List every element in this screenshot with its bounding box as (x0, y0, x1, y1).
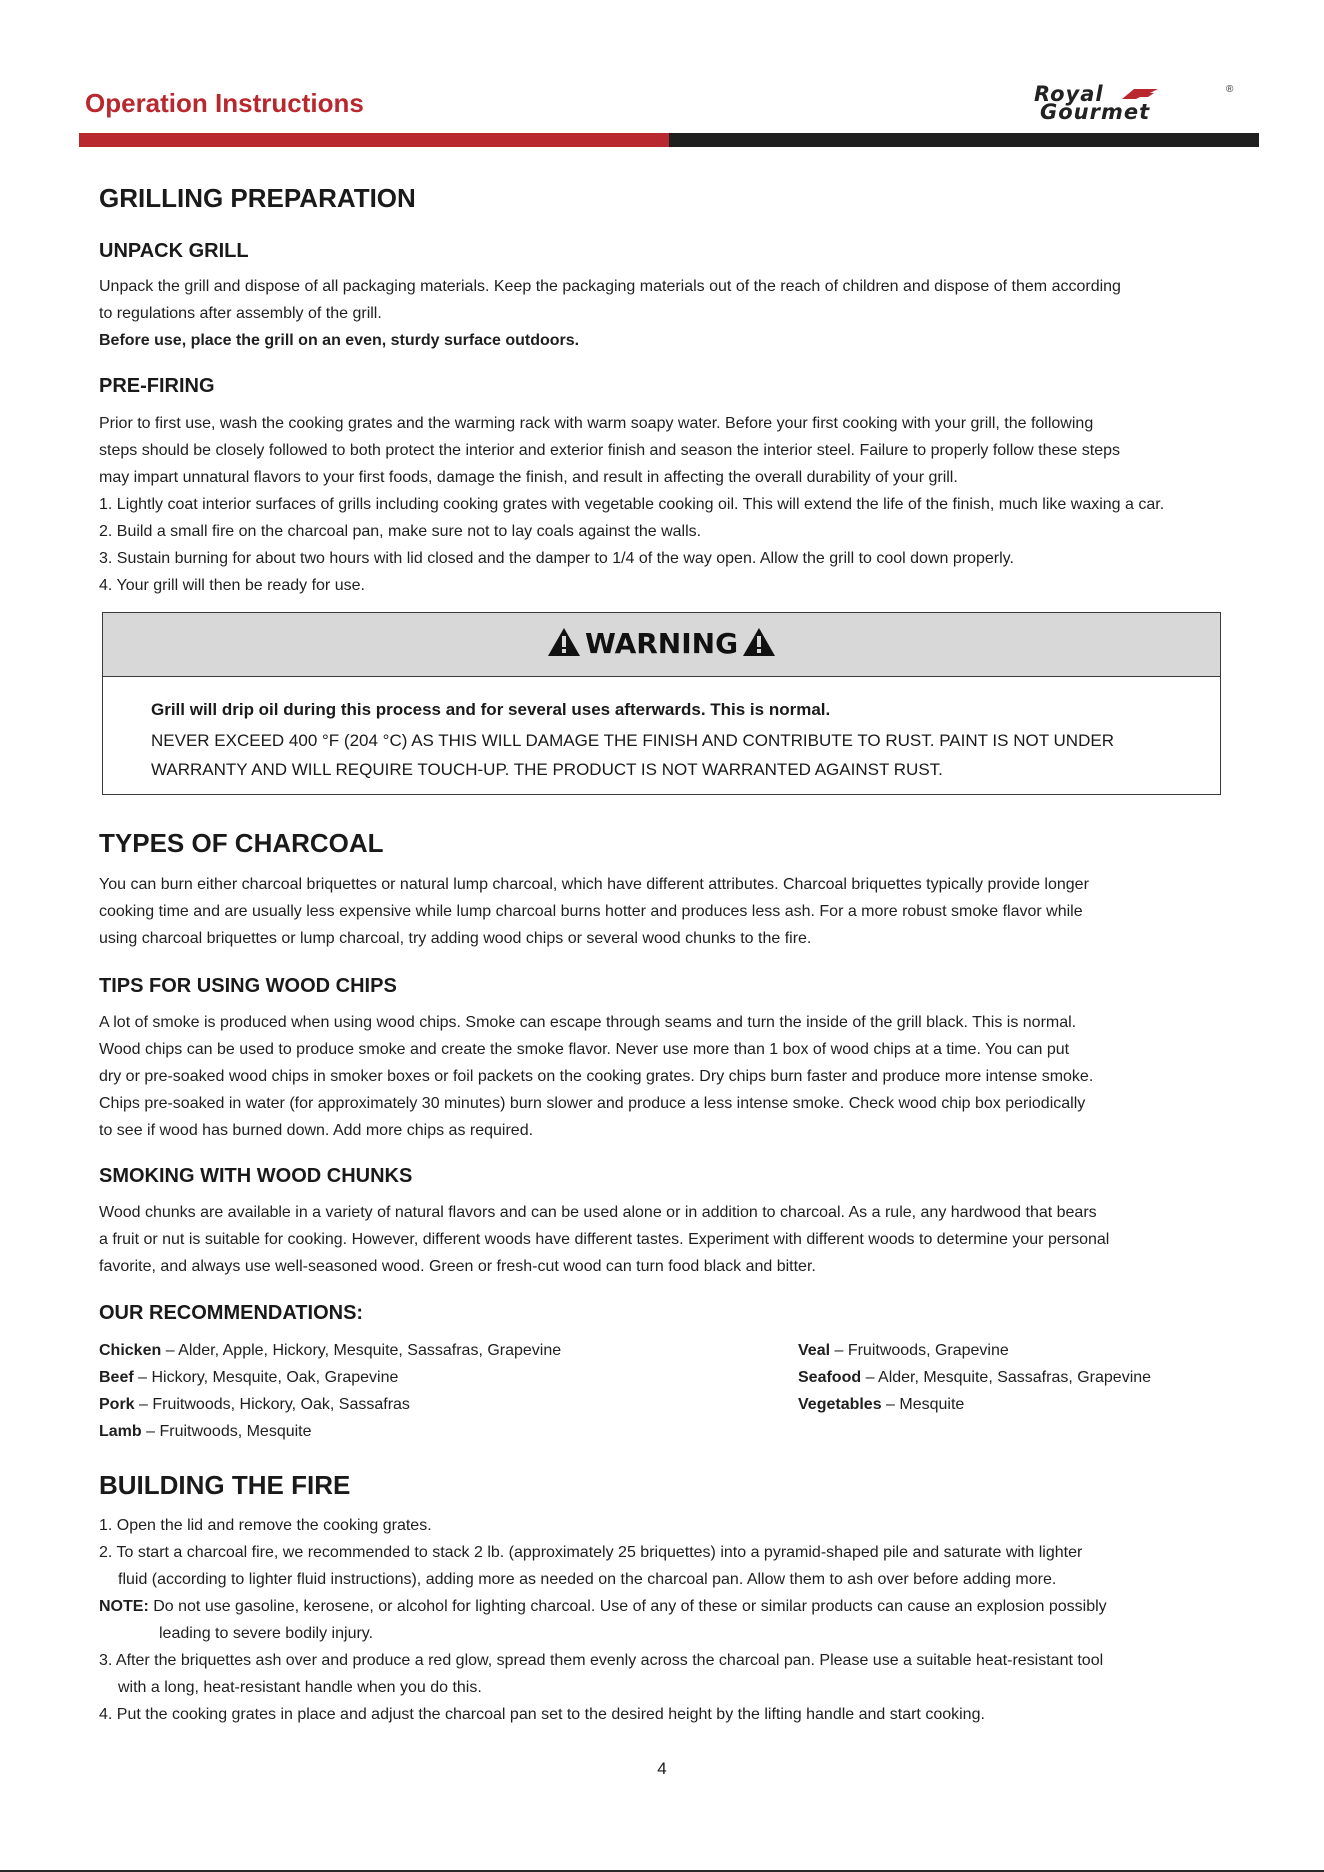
header-bar-black (669, 133, 1259, 147)
warning-caps-line: WARRANTY AND WILL REQUIRE TOUCH-UP. THE PRODUCT IS NOT WARRANTED AGAINST RUST. (151, 760, 943, 779)
wood-list: – Fruitwoods, Grapevine (830, 1342, 1009, 1359)
warning-box (102, 612, 1221, 795)
logo-text-royal: Royal (1034, 82, 1104, 106)
brand-logo (1030, 82, 1234, 124)
subsection-title-unpack-grill: UNPACK GRILL (99, 240, 249, 262)
wood-list: – Hickory, Mesquite, Oak, Grapevine (133, 1369, 399, 1386)
fire-step: 1. Open the lid and remove the cooking grates. (99, 1517, 432, 1534)
fire-note-continued: leading to severe bodily injury. (159, 1625, 374, 1642)
fire-step: 3. After the briquettes ash over and produce a red glow, spread them evenly across the charcoal pan. Please use a suitable heat-resistant tool (99, 1652, 1104, 1669)
logo-flame-icon (1120, 87, 1160, 101)
page-header-title: Operation Instructions (85, 88, 364, 118)
note-label: NOTE: (99, 1598, 149, 1615)
pre-firing-step: 4. Your grill will then be ready for use. (99, 577, 365, 594)
wood-list: – Alder, Mesquite, Sassafras, Grapevine (861, 1369, 1152, 1386)
wood-list: – Alder, Apple, Hickory, Mesquite, Sassafras, Grapevine (161, 1342, 562, 1359)
text-line: favorite, and always use well-seasoned wood. Green or fresh-cut wood can turn food black and bitter. (99, 1258, 816, 1275)
wood-list: – Fruitwoods, Mesquite (141, 1423, 312, 1440)
recommendations-right-column (798, 1337, 1151, 1418)
wood-list: – Fruitwoods, Hickory, Oak, Sassafras (134, 1396, 410, 1413)
fire-step: 4. Put the cooking grates in place and adjust the charcoal pan set to the desired height by the lifting handle and start cooking. (99, 1706, 985, 1723)
fire-step-continued: fluid (according to lighter fluid instructions), adding more as needed on the charcoal pan. Allow them to ash over before adding more. (118, 1571, 1057, 1588)
fire-step: 2. To start a charcoal fire, we recommended to stack 2 lb. (approximately 25 briquettes) into a pyramid-shaped pile and saturate with lighter (99, 1544, 1083, 1561)
section-title-types-of-charcoal: TYPES OF CHARCOAL (99, 828, 384, 858)
logo-text-gourmet: Gourmet (1040, 100, 1151, 124)
pre-firing-step: 2. Build a small fire on the charcoal pan, make sure not to lay coals against the walls. (99, 523, 702, 540)
food-name: Chicken (99, 1342, 162, 1359)
text-line: to regulations after assembly of the grill. (99, 305, 382, 322)
warning-header-band (103, 613, 1220, 677)
text-line: A lot of smoke is produced when using wood chips. Smoke can escape through seams and turn the inside of the grill black. This is normal. (99, 1014, 1077, 1031)
warning-triangle-icon (547, 627, 581, 657)
recommendation-item (99, 1364, 561, 1391)
food-name: Lamb (99, 1423, 142, 1440)
unpack-paragraph (99, 273, 1239, 354)
warning-triangle-icon (742, 627, 776, 657)
food-name: Veal (798, 1342, 831, 1359)
pre-firing-step: 1. Lightly coat interior surfaces of grills including cooking grates with vegetable cooking oil. This will extend the life of the finish, much like waxing a car. (99, 496, 1165, 513)
fire-step-continued: with a long, heat-resistant handle when you do this. (118, 1679, 482, 1696)
warning-body (151, 695, 1201, 784)
food-name: Vegetables (798, 1396, 882, 1413)
recommendations-left-column (99, 1337, 561, 1445)
text-line: may impart unnatural flavors to your first foods, damage the finish, and result in affecting the overall durability of your grill. (99, 469, 958, 486)
registered-mark: ® (1226, 84, 1234, 95)
warning-title-row (103, 627, 1220, 660)
wood-chunks-paragraph (99, 1199, 1239, 1280)
recommendation-item (99, 1337, 561, 1364)
text-line: to see if wood has burned down. Add more chips as required. (99, 1122, 534, 1139)
warning-bold-line: Grill will drip oil during this process and for several uses afterwards. This is normal. (151, 700, 831, 719)
text-line: steps should be closely followed to both protect the interior and exterior finish and season the interior steel. Failure to properly follow these steps (99, 442, 1121, 459)
subsection-title-pre-firing: PRE-FIRING (99, 375, 215, 397)
header-bar-red (79, 133, 669, 147)
page-number: 4 (657, 1759, 667, 1778)
wood-chips-paragraph (99, 1009, 1239, 1144)
warning-caps-line: NEVER EXCEED 400 °F (204 °C) AS THIS WILL DAMAGE THE FINISH AND CONTRIBUTE TO RUST. PAINT IS NOT UNDER (151, 731, 1114, 750)
recommendation-item (798, 1391, 1151, 1418)
recommendation-item (99, 1418, 561, 1445)
warning-title: WARNING (584, 627, 739, 660)
text-line: Chips pre-soaked in water (for approximately 30 minutes) burn slower and produce a less intense smoke. Check wood chip box periodically (99, 1095, 1086, 1112)
text-line: a fruit or nut is suitable for cooking. However, different woods have different tastes. Experiment with different woods to determine your personal (99, 1231, 1110, 1248)
text-line: dry or pre-soaked wood chips in smoker boxes or foil packets on the cooking grates. Dry chips burn faster and produce more intense smoke. (99, 1068, 1094, 1085)
pre-firing-paragraph (99, 410, 1239, 599)
section-title-grilling-preparation: GRILLING PREPARATION (99, 183, 416, 213)
wood-list: – Mesquite (881, 1396, 965, 1413)
food-name: Pork (99, 1396, 135, 1413)
text-line: Wood chunks are available in a variety of natural flavors and can be used alone or in addition to charcoal. As a rule, any hardwood that bears (99, 1204, 1097, 1221)
food-name: Seafood (798, 1369, 862, 1386)
section-title-building-the-fire: BUILDING THE FIRE (99, 1470, 351, 1500)
note-text: Do not use gasoline, kerosene, or alcohol for lighting charcoal. Use of any of these or similar products can cause an explosion possibly (148, 1598, 1107, 1615)
text-line: You can burn either charcoal briquettes or natural lump charcoal, which have different attributes. Charcoal briquettes typically provide longer (99, 876, 1089, 893)
recommendation-item (99, 1391, 561, 1418)
food-name: Beef (99, 1369, 134, 1386)
subsection-title-wood-chunks: SMOKING WITH WOOD CHUNKS (99, 1165, 413, 1187)
text-line: Prior to first use, wash the cooking grates and the warming rack with warm soapy water. Before your first cooking with your grill, the following (99, 415, 1094, 432)
subsection-title-wood-chips: TIPS FOR USING WOOD CHIPS (99, 975, 397, 997)
recommendation-item (798, 1364, 1151, 1391)
text-line: cooking time and are usually less expensive while lump charcoal burns hotter and produces less ash. For a more robust smoke flavor while (99, 903, 1083, 920)
subsection-title-recommendations: OUR RECOMMENDATIONS: (99, 1302, 364, 1324)
text-line: Unpack the grill and dispose of all packaging materials. Keep the packaging materials out of the reach of children and dispose of them according (99, 278, 1121, 295)
charcoal-paragraph (99, 871, 1239, 952)
text-line: using charcoal briquettes or lump charcoal, try adding wood chips or several wood chunks to the fire. (99, 930, 812, 947)
pre-firing-step: 3. Sustain burning for about two hours with lid closed and the damper to 1/4 of the way open. Allow the grill to cool down properly. (99, 550, 1014, 567)
unpack-bold-line: Before use, place the grill on an even, sturdy surface outdoors. (99, 332, 580, 349)
fire-note (99, 1593, 1239, 1620)
text-line: Wood chips can be used to produce smoke and create the smoke flavor. Never use more than 1 box of wood chips at a time. You can put (99, 1041, 1070, 1058)
recommendation-item (798, 1337, 1151, 1364)
building-fire-steps (99, 1512, 1239, 1728)
